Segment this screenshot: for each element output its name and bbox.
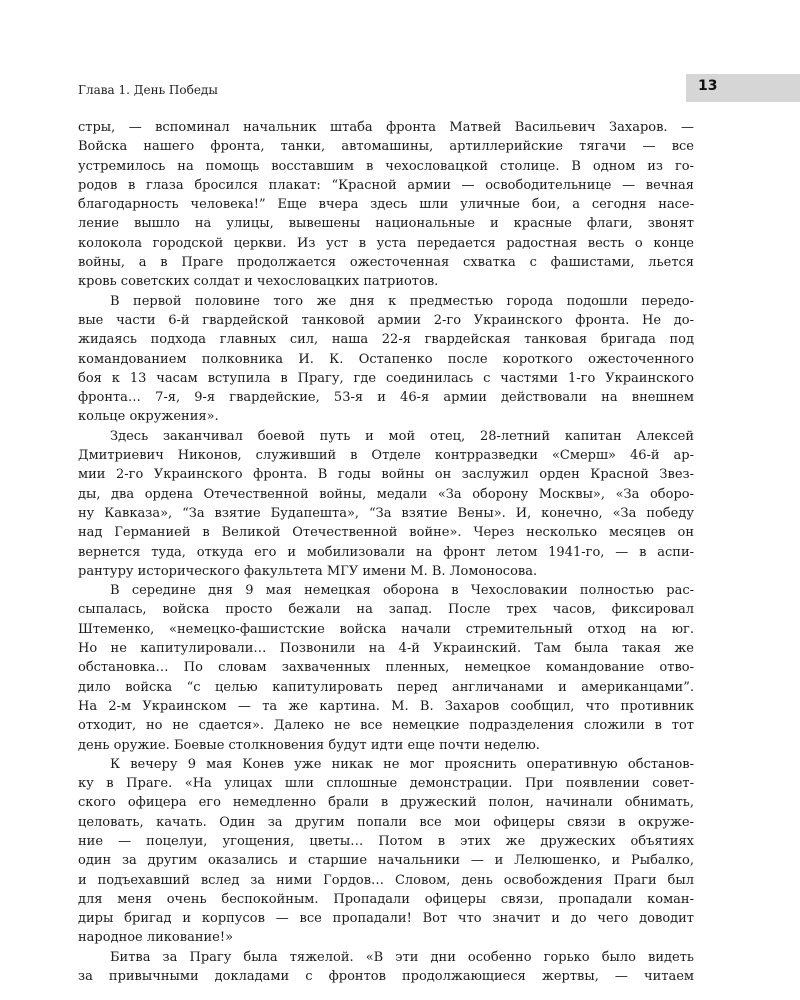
text-line: стры, — вспоминал начальник штаба фронта Матвей Васильевич Захаров. — xyxy=(78,120,694,135)
text-line: вые части 6-й гвардейской танковой армии 2-го Украинского фронта. Не до- xyxy=(78,312,694,328)
text-line: один за другим оказались и старшие начальники — и Лелюшенко, и Рыбалко, xyxy=(78,853,694,869)
text-line: жидаясь подхода главных сил, наша 22-я гвардейская танковая бригада под xyxy=(78,332,694,348)
text-line: Здесь заканчивал боевой путь и мой отец, 28-летний капитан Алексей xyxy=(110,428,694,444)
text-line: устремилось на помощь восставшим в чехословацкой столице. В одном из го- xyxy=(78,158,694,174)
text-line: В первой половине того же дня к предместью города подошли передо- xyxy=(110,293,694,309)
text-line: фронта… 7-я, 9-я гвардейские, 53-я и 46-я армии действовали на внешнем xyxy=(78,390,694,406)
text-line: для меня очень беспокойным. Пропадали офицеры связи, пропадали коман- xyxy=(78,891,694,907)
text-line: Штеменко, «немецко-фашистские войска начали стремительный отход на юг. xyxy=(78,621,694,637)
text-line: рантуру исторического факультета МГУ имени М. В. Ломоносова. xyxy=(78,563,538,579)
text-line: Битва за Прагу была тяжелой. «В эти дни особенно горько было видеть xyxy=(110,949,694,965)
text-line: мии 2-го Украинского фронта. В годы войны он заслужил орден Красной Звез- xyxy=(78,467,694,483)
text-line: родов в глаза бросился плакат: “Красной армии — освободительнице — вечная xyxy=(78,177,694,193)
text-line: народное ликование!» xyxy=(78,930,234,946)
text-line: командованием полковника И. К. Остапенко после короткого ожесточенного xyxy=(78,351,694,367)
text-line: сыпалась, войска просто бежали на запад. После трех часов, фиксировал xyxy=(78,602,694,618)
text-line: дило войска “с целью капитулировать перед англичанами и американцами”. xyxy=(78,679,694,695)
text-line: вернется туда, откуда его и мобилизовали на фронт летом 1941-го, — в аспи- xyxy=(78,544,694,560)
text-line: кровь советских солдат и чехословацких патриотов. xyxy=(78,274,439,290)
text-line: над Германией в Великой Отечественной войне». Через несколько месяцев он xyxy=(78,525,694,541)
text-line: ние — поцелуи, угощения, цветы… Потом в этих же дружеских объятиях xyxy=(78,833,694,849)
running-head-chapter-title: Глава 1. День Победы xyxy=(78,83,218,97)
text-line: Войска нашего фронта, танки, автомашины, артиллерийские тягачи — все xyxy=(78,139,694,155)
text-line: ского офицера его немедленно брали в дружеский полон, начинали обнимать, xyxy=(78,795,694,811)
text-line: ку в Праге. «На улицах шли сплошные демонстрации. При появлении совет- xyxy=(78,776,694,792)
text-line: целовать, качать. Один за другим попали все мои офицеры связи в окруже- xyxy=(78,814,694,830)
text-line: диры бригад и корпусов — все пропадали! Вот что значит и до чего доводит xyxy=(78,911,694,927)
text-line: благодарность человека!” Еще вчера здесь шли уличные бои, а сегодня насе- xyxy=(78,197,694,213)
text-line: обстановка… По словам захваченных пленных, немецкое командование отво- xyxy=(78,660,694,676)
text-line: кольце окружения». xyxy=(78,409,219,425)
text-line: Но не капитулировали… Позвонили на 4-й Украинский. Там была такая же xyxy=(78,641,694,657)
body-text xyxy=(78,118,694,986)
text-line: и подъехавший вслед за ними Гордов… Словом, день освобождения Праги был xyxy=(78,872,694,888)
text-line: колокола городской церкви. Из уст в уста передается радостная весть о конце xyxy=(78,235,694,251)
text-line: за привычными докладами с фронтов продолжающиеся жертвы, — читаем xyxy=(78,969,694,985)
text-line: ление вышло на улицы, вывешены национальные и красные флаги, звонят xyxy=(78,216,694,232)
text-line: На 2-м Украинском — та же картина. М. В. Захаров сообщил, что противник xyxy=(78,698,694,714)
text-line: боя к 13 часам вступила в Прагу, где соединилась с частями 1-го Украинского xyxy=(78,370,694,386)
text-line: Дмитриевич Никонов, служивший в Отделе контрразведки «Смерш» 46-й ар- xyxy=(78,448,694,464)
text-line: В середине дня 9 мая немецкая оборона в Чехословакии полностью рас- xyxy=(110,583,694,599)
text-line: войны, а в Праге продолжается ожесточенная схватка с фашистами, льется xyxy=(78,255,694,271)
text-line: ну Кавказа», “За взятие Будапешта», “За взятие Вены». И, конечно, «За победу xyxy=(78,505,694,521)
text-line: К вечеру 9 мая Конев уже никак не мог прояснить оперативную обстанов- xyxy=(110,756,694,772)
page-number: 13 xyxy=(698,78,718,94)
text-line: день оружие. Боевые столкновения будут идти еще почти неделю. xyxy=(78,737,540,753)
text-line: отходит, но не сдается». Далеко не все немецкие подразделения сложили в тот xyxy=(78,718,694,734)
text-line: ды, два ордена Отечественной войны, медали «За оборону Москвы», «За оборо- xyxy=(78,486,694,502)
